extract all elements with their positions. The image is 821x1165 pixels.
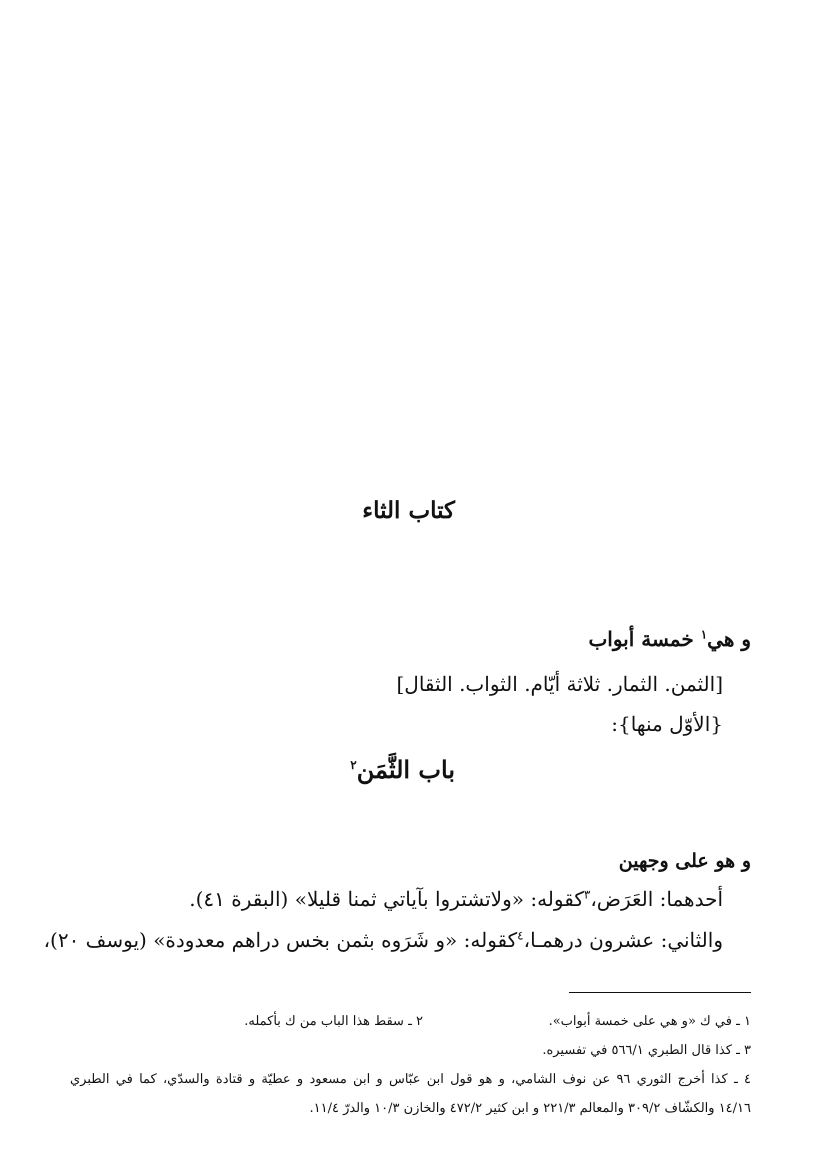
footnote-3: ٣ ـ كذا قال الطبري ٥٦٦/١ في تفسيره. [542, 1043, 751, 1058]
sense-second-quote: كقوله: «و شَرَوه بثمن بخس دراهم معدودة» (يوسف ٢٠)، [43, 928, 518, 952]
book-title: كتاب الثاء [362, 497, 455, 524]
footnote-ref-2: ٢ [350, 758, 357, 772]
sense-second-label: والثاني: عشرون درهمـا، [523, 928, 723, 952]
intro-text-continued: خمسة أبواب [588, 627, 701, 651]
intro-text: و هي [707, 627, 751, 651]
meanings-intro: و هو على وجهين [618, 850, 751, 872]
sense-first [189, 887, 723, 911]
sense-second [44, 928, 723, 952]
footnote-ref-1: ١ [700, 627, 708, 642]
footnote-1: ١ ـ في ك «و هي على خمسة أبواب». [548, 1014, 751, 1029]
chapters-list: [الثمن. الثمار. ثلاثة أيّام. الثواب. الثقال] [396, 672, 723, 696]
intro-line [588, 627, 751, 651]
footnote-2: ٢ ـ سقط هذا الباب من ك بأكمله. [244, 1014, 423, 1029]
footnote-separator [569, 992, 751, 993]
sense-first-label: أحدهما: العَرَض، [590, 887, 723, 911]
footnote-ref-3: ٣ [583, 887, 591, 902]
chapter-title: باب الثَّمَن [356, 755, 455, 784]
first-chapter-label: {الأوّل منها}: [611, 712, 723, 736]
sense-first-quote: كقوله: «ولاتشتروا بآياتي ثمنا قليلا» (البقرة ٤١). [189, 887, 584, 911]
footnote-4-line-1: ٤ ـ كذا أخرج الثوري ٩٦ عن نوف الشامي، و هو قول ابن عبّاس و ابن مسعود و عطيّة و قتادة والسدّي، كما في الطبري [70, 1072, 751, 1087]
chapter-heading [350, 755, 455, 784]
footnote-ref-4: ٤ [517, 928, 524, 943]
footnote-4-line-2: ١٤/١٦ والكشّاف ٣٠٩/٢ والمعالم ٢٢١/٣ و ابن كثير ٤٧٢/٢ والخازن ١٠/٣ والدرّ ١١/٤. [309, 1101, 751, 1116]
